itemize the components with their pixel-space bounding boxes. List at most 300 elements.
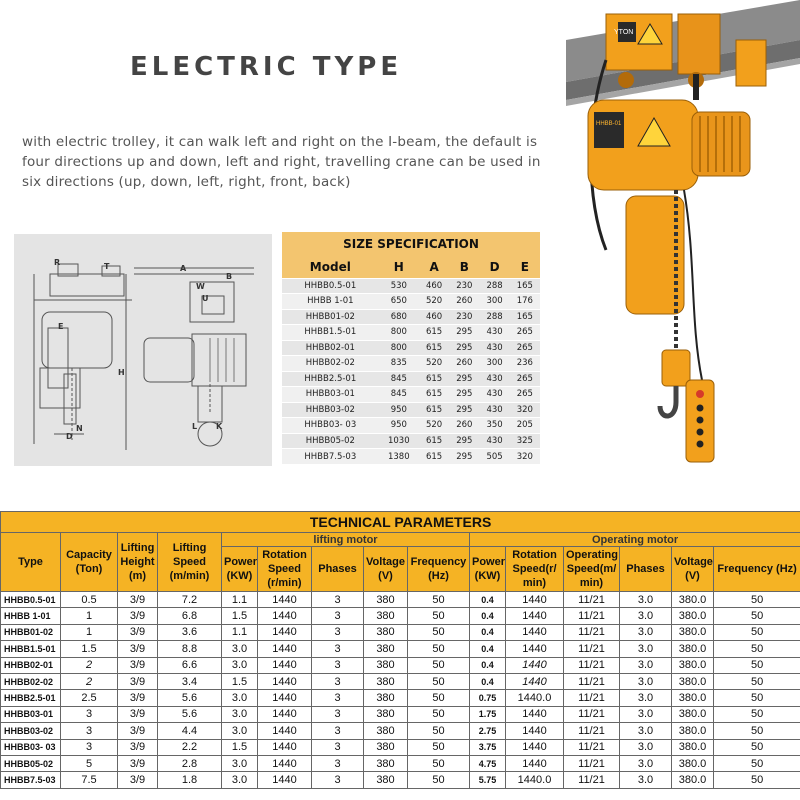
tech-value-cell: 1 [61, 624, 118, 640]
size-value-cell: 615 [419, 433, 449, 449]
size-model-cell: HHBB2.5-01 [282, 371, 379, 387]
tech-type-cell: HHBB 1-01 [1, 608, 61, 624]
size-value-cell: 430 [479, 340, 509, 356]
tech-type-cell: HHBB03-01 [1, 706, 61, 722]
col-operating-phases: Phases [620, 547, 672, 592]
tech-value-cell: 50 [714, 772, 800, 788]
col-lifting-height: Lifting Height (m) [118, 533, 158, 592]
size-table-row [282, 309, 540, 325]
tech-value-cell: 50 [714, 723, 800, 739]
tech-value-cell: 50 [408, 624, 470, 640]
tech-value-cell: 2.2 [158, 739, 222, 755]
label-R: R [54, 258, 61, 267]
tech-value-cell: 1.1 [222, 624, 258, 640]
tech-value-cell: 5.75 [470, 772, 506, 788]
tech-value-cell: 0.4 [470, 673, 506, 689]
tech-value-cell: 1440 [258, 592, 312, 608]
tech-value-cell: 3/9 [118, 608, 158, 624]
tech-value-cell: 380 [364, 624, 408, 640]
size-value-cell: 295 [449, 340, 479, 356]
tech-type-cell: HHBB1.5-01 [1, 641, 61, 657]
tech-value-cell: 0.4 [470, 592, 506, 608]
size-value-cell: 430 [479, 371, 509, 387]
tech-value-cell: 3 [61, 739, 118, 755]
tech-value-cell: 1 [61, 608, 118, 624]
size-value-cell: 320 [510, 402, 540, 418]
tech-value-cell: 50 [408, 690, 470, 706]
size-value-cell: 295 [449, 387, 479, 403]
tech-value-cell: 1440 [506, 641, 564, 657]
tech-value-cell: 1440 [258, 755, 312, 771]
size-value-cell: 350 [479, 418, 509, 434]
tech-value-cell: 5.6 [158, 706, 222, 722]
tech-value-cell: 11/21 [564, 673, 620, 689]
tech-value-cell: 3.0 [620, 690, 672, 706]
tech-value-cell: 50 [714, 608, 800, 624]
size-value-cell: 265 [510, 340, 540, 356]
label-K: K [216, 422, 223, 431]
tech-value-cell: 3.0 [620, 624, 672, 640]
size-table-row [282, 433, 540, 449]
tech-value-cell: 50 [714, 624, 800, 640]
tech-value-cell: 3/9 [118, 755, 158, 771]
tech-value-cell: 7.5 [61, 772, 118, 788]
size-value-cell: 205 [510, 418, 540, 434]
size-value-cell: 845 [379, 371, 419, 387]
size-value-cell: 430 [479, 387, 509, 403]
size-col-header: D [479, 256, 509, 278]
size-value-cell: 230 [449, 278, 479, 294]
col-lifting-phases: Phases [312, 547, 364, 592]
tech-value-cell: 3 [312, 624, 364, 640]
size-model-cell: HHBB02-01 [282, 340, 379, 356]
tech-value-cell: 380 [364, 723, 408, 739]
tech-value-cell: 2.5 [61, 690, 118, 706]
size-spec-caption: SIZE SPECIFICATION [282, 232, 540, 256]
tech-value-cell: 3.0 [620, 739, 672, 755]
label-N: N [76, 424, 83, 433]
tech-params-table [0, 511, 800, 789]
tech-value-cell: 3 [61, 706, 118, 722]
size-value-cell: 265 [510, 325, 540, 341]
size-spec-table [282, 232, 540, 464]
tech-value-cell: 11/21 [564, 755, 620, 771]
tech-value-cell: 1440 [506, 592, 564, 608]
tech-value-cell: 380 [364, 673, 408, 689]
size-table-row [282, 356, 540, 372]
tech-value-cell: 1.75 [470, 706, 506, 722]
tech-value-cell: 1.8 [158, 772, 222, 788]
tech-value-cell: 3.0 [620, 772, 672, 788]
size-value-cell: 520 [419, 356, 449, 372]
tech-value-cell: 11/21 [564, 772, 620, 788]
plate-text: HHBB-01 [596, 121, 622, 127]
size-table-row [282, 418, 540, 434]
tech-value-cell: 380 [364, 739, 408, 755]
tech-type-cell: HHBB7.5-03 [1, 772, 61, 788]
size-table-row [282, 371, 540, 387]
label-L: L [192, 422, 198, 431]
col-lifting-voltage: Voltage (V) [364, 547, 408, 592]
tech-value-cell: 3/9 [118, 624, 158, 640]
tech-value-cell: 50 [714, 690, 800, 706]
tech-value-cell: 2.75 [470, 723, 506, 739]
size-value-cell: 1380 [379, 449, 419, 465]
size-value-cell: 295 [449, 402, 479, 418]
tech-table-row [1, 624, 800, 640]
size-value-cell: 1030 [379, 433, 419, 449]
tech-value-cell: 1440.0 [506, 772, 564, 788]
size-table-row [282, 402, 540, 418]
tech-value-cell: 1440 [258, 690, 312, 706]
label-A: A [180, 264, 187, 273]
tech-value-cell: 3.0 [222, 723, 258, 739]
size-model-cell: HHBB03- 03 [282, 418, 379, 434]
tech-value-cell: 1440 [506, 755, 564, 771]
size-model-cell: HHBB01-02 [282, 309, 379, 325]
tech-value-cell: 50 [408, 723, 470, 739]
tech-value-cell: 50 [714, 657, 800, 673]
tech-value-cell: 50 [408, 673, 470, 689]
tech-value-cell: 3.0 [222, 690, 258, 706]
size-value-cell: 260 [449, 356, 479, 372]
size-value-cell: 295 [449, 449, 479, 465]
tech-value-cell: 3/9 [118, 739, 158, 755]
tech-table-row [1, 592, 800, 608]
tech-value-cell: 50 [408, 641, 470, 657]
size-table-row [282, 278, 540, 294]
tech-value-cell: 3 [312, 755, 364, 771]
technical-drawing [14, 234, 272, 466]
tech-value-cell: 3.0 [620, 723, 672, 739]
col-lifting-speed: Lifting Speed (m/min) [158, 533, 222, 592]
tech-value-cell: 3 [61, 723, 118, 739]
tech-table-row [1, 608, 800, 624]
size-col-header: B [449, 256, 479, 278]
size-value-cell: 165 [510, 278, 540, 294]
tech-table-row [1, 706, 800, 722]
tech-value-cell: 380.0 [672, 690, 714, 706]
tech-value-cell: 380.0 [672, 723, 714, 739]
tech-value-cell: 3 [312, 706, 364, 722]
size-table-row [282, 387, 540, 403]
size-col-header: Model [282, 256, 379, 278]
tech-value-cell: 3.0 [620, 755, 672, 771]
tech-value-cell: 3 [312, 723, 364, 739]
size-value-cell: 800 [379, 325, 419, 341]
tech-value-cell: 3/9 [118, 772, 158, 788]
tech-value-cell: 0.75 [470, 690, 506, 706]
size-value-cell: 325 [510, 433, 540, 449]
tech-value-cell: 4.75 [470, 755, 506, 771]
size-table-row [282, 294, 540, 310]
tech-value-cell: 1.5 [222, 673, 258, 689]
size-value-cell: 505 [479, 449, 509, 465]
tech-value-cell: 11/21 [564, 624, 620, 640]
tech-value-cell: 3.4 [158, 673, 222, 689]
label-W: W [196, 282, 205, 291]
tech-value-cell: 380 [364, 706, 408, 722]
tech-value-cell: 1440 [506, 624, 564, 640]
col-operating-speed: Operating Speed(m/ min) [564, 547, 620, 592]
label-D: D [66, 432, 73, 441]
tech-value-cell: 3/9 [118, 723, 158, 739]
size-value-cell: 530 [379, 278, 419, 294]
size-value-cell: 680 [379, 309, 419, 325]
size-value-cell: 615 [419, 340, 449, 356]
tech-value-cell: 1.5 [222, 739, 258, 755]
tech-value-cell: 380.0 [672, 673, 714, 689]
tech-value-cell: 1.5 [61, 641, 118, 657]
tech-value-cell: 380.0 [672, 706, 714, 722]
tech-value-cell: 380 [364, 755, 408, 771]
size-value-cell: 615 [419, 387, 449, 403]
tech-value-cell: 11/21 [564, 706, 620, 722]
tech-type-cell: HHBB0.5-01 [1, 592, 61, 608]
tech-value-cell: 1440 [258, 641, 312, 657]
tech-table-row [1, 690, 800, 706]
tech-value-cell: 50 [714, 755, 800, 771]
tech-table-row [1, 772, 800, 788]
tech-value-cell: 50 [408, 657, 470, 673]
label-U: U [202, 294, 209, 303]
tech-value-cell: 0.5 [61, 592, 118, 608]
tech-value-cell: 1.5 [222, 608, 258, 624]
size-value-cell: 288 [479, 309, 509, 325]
tech-value-cell: 11/21 [564, 641, 620, 657]
tech-value-cell: 11/21 [564, 690, 620, 706]
tech-value-cell: 3.0 [620, 673, 672, 689]
size-table-row [282, 449, 540, 465]
tech-value-cell: 11/21 [564, 657, 620, 673]
col-lifting-frequency: Frequency (Hz) [408, 547, 470, 592]
tech-value-cell: 3/9 [118, 706, 158, 722]
tech-value-cell: 50 [714, 706, 800, 722]
tech-params-caption: TECHNICAL PARAMETERS [1, 512, 800, 533]
tech-value-cell: 11/21 [564, 608, 620, 624]
tech-value-cell: 50 [408, 592, 470, 608]
tech-value-cell: 50 [408, 739, 470, 755]
group-lifting-motor: lifting motor [222, 533, 470, 547]
size-col-header: E [510, 256, 540, 278]
size-value-cell: 295 [449, 325, 479, 341]
col-lifting-power: Power (KW) [222, 547, 258, 592]
col-operating-voltage: Voltage (V) [672, 547, 714, 592]
tech-value-cell: 50 [408, 608, 470, 624]
size-value-cell: 615 [419, 325, 449, 341]
size-value-cell: 950 [379, 418, 419, 434]
tech-value-cell: 3/9 [118, 673, 158, 689]
tech-value-cell: 50 [408, 706, 470, 722]
tech-value-cell: 3 [312, 592, 364, 608]
tech-value-cell: 50 [408, 755, 470, 771]
tech-value-cell: 3.0 [222, 755, 258, 771]
size-value-cell: 520 [419, 418, 449, 434]
tech-value-cell: 1440 [258, 739, 312, 755]
tech-value-cell: 1440 [258, 608, 312, 624]
tech-value-cell: 5.6 [158, 690, 222, 706]
size-value-cell: 800 [379, 340, 419, 356]
tech-value-cell: 3.0 [620, 657, 672, 673]
size-value-cell: 430 [479, 325, 509, 341]
page-title: ELECTRIC TYPE [130, 52, 403, 82]
tech-type-cell: HHBB02-01 [1, 657, 61, 673]
tech-value-cell: 380.0 [672, 608, 714, 624]
size-value-cell: 520 [419, 294, 449, 310]
col-type: Type [1, 533, 61, 592]
size-model-cell: HHBB7.5-03 [282, 449, 379, 465]
size-value-cell: 176 [510, 294, 540, 310]
tech-value-cell: 50 [714, 673, 800, 689]
tech-value-cell: 3/9 [118, 657, 158, 673]
tech-value-cell: 3 [312, 657, 364, 673]
tech-value-cell: 3.75 [470, 739, 506, 755]
tech-value-cell: 50 [408, 772, 470, 788]
size-table-row [282, 325, 540, 341]
col-operating-power: Power (KW) [470, 547, 506, 592]
size-value-cell: 650 [379, 294, 419, 310]
tech-value-cell: 3.0 [222, 706, 258, 722]
tech-value-cell: 380 [364, 657, 408, 673]
tech-value-cell: 0.4 [470, 624, 506, 640]
tech-value-cell: 3.0 [620, 608, 672, 624]
tech-type-cell: HHBB05-02 [1, 755, 61, 771]
description-text: with electric trolley, it can walk left and right on the I-beam, the default is four directions up and down, left and right, travelling crane can be used in six directions (up, down, left, right, front, back) [22, 134, 541, 190]
tech-table-row [1, 755, 800, 771]
tech-table-row [1, 723, 800, 739]
tech-value-cell: 1440 [258, 772, 312, 788]
size-model-cell: HHBB05-02 [282, 433, 379, 449]
tech-value-cell: 0.4 [470, 641, 506, 657]
size-value-cell: 165 [510, 309, 540, 325]
tech-value-cell: 380.0 [672, 739, 714, 755]
tech-value-cell: 380 [364, 772, 408, 788]
tech-value-cell: 1440 [258, 624, 312, 640]
tech-value-cell: 4.4 [158, 723, 222, 739]
size-value-cell: 460 [419, 309, 449, 325]
tech-value-cell: 1440 [506, 657, 564, 673]
col-lifting-rotation: Rotation Speed (r/min) [258, 547, 312, 592]
tech-value-cell: 3.6 [158, 624, 222, 640]
tech-value-cell: 380.0 [672, 772, 714, 788]
tech-value-cell: 11/21 [564, 723, 620, 739]
size-model-cell: HHBB1.5-01 [282, 325, 379, 341]
size-col-header: H [379, 256, 419, 278]
tech-value-cell: 3.0 [222, 657, 258, 673]
size-value-cell: 300 [479, 356, 509, 372]
size-value-cell: 230 [449, 309, 479, 325]
tech-value-cell: 380.0 [672, 624, 714, 640]
col-operating-rotation: Rotation Speed(r/ min) [506, 547, 564, 592]
tech-value-cell: 6.6 [158, 657, 222, 673]
tech-value-cell: 3.0 [222, 772, 258, 788]
tech-value-cell: 3 [312, 608, 364, 624]
tech-value-cell: 1440 [258, 706, 312, 722]
tech-table-row [1, 673, 800, 689]
size-specification [282, 232, 540, 464]
tech-value-cell: 2 [61, 673, 118, 689]
tech-value-cell: 1440 [258, 657, 312, 673]
size-model-cell: HHBB 1-01 [282, 294, 379, 310]
tech-value-cell: 3.0 [620, 706, 672, 722]
tech-value-cell: 11/21 [564, 739, 620, 755]
tech-value-cell: 2.8 [158, 755, 222, 771]
tech-table-row [1, 739, 800, 755]
tech-table-row [1, 641, 800, 657]
size-table-row [282, 340, 540, 356]
size-value-cell: 288 [479, 278, 509, 294]
tech-value-cell: 1440 [506, 723, 564, 739]
size-value-cell: 835 [379, 356, 419, 372]
tech-value-cell: 1440 [506, 673, 564, 689]
size-value-cell: 320 [510, 449, 540, 465]
tech-value-cell: 3 [312, 641, 364, 657]
tech-value-cell: 11/21 [564, 592, 620, 608]
col-operating-frequency: Frequency (Hz) [714, 547, 800, 592]
tech-value-cell: 50 [714, 641, 800, 657]
size-value-cell: 430 [479, 433, 509, 449]
size-value-cell: 300 [479, 294, 509, 310]
size-value-cell: 260 [449, 294, 479, 310]
col-capacity: Capacity (Ton) [61, 533, 118, 592]
technical-parameters [0, 511, 800, 789]
tech-type-cell: HHBB2.5-01 [1, 690, 61, 706]
tech-value-cell: 3 [312, 673, 364, 689]
tech-value-cell: 380.0 [672, 592, 714, 608]
tech-value-cell: 1440.0 [506, 690, 564, 706]
tech-value-cell: 3/9 [118, 690, 158, 706]
tech-value-cell: 380.0 [672, 657, 714, 673]
size-value-cell: 260 [449, 418, 479, 434]
size-value-cell: 615 [419, 371, 449, 387]
size-value-cell: 845 [379, 387, 419, 403]
tech-value-cell: 1.1 [222, 592, 258, 608]
size-value-cell: 430 [479, 402, 509, 418]
size-value-cell: 265 [510, 371, 540, 387]
tech-value-cell: 1440 [506, 739, 564, 755]
tech-type-cell: HHBB03-02 [1, 723, 61, 739]
tech-value-cell: 380 [364, 641, 408, 657]
tech-value-cell: 0.4 [470, 657, 506, 673]
tech-value-cell: 2 [61, 657, 118, 673]
tech-value-cell: 1440 [258, 723, 312, 739]
tech-value-cell: 380 [364, 608, 408, 624]
tech-table-row [1, 657, 800, 673]
tech-value-cell: 50 [714, 739, 800, 755]
tech-value-cell: 3.0 [620, 592, 672, 608]
group-operating-motor: Operating motor [470, 533, 800, 547]
tech-value-cell: 50 [714, 592, 800, 608]
size-col-header: A [419, 256, 449, 278]
size-value-cell: 950 [379, 402, 419, 418]
label-H: H [118, 368, 125, 377]
tech-value-cell: 3.0 [222, 641, 258, 657]
brand-label: YTON [614, 29, 634, 36]
tech-type-cell: HHBB01-02 [1, 624, 61, 640]
label-T: T [104, 262, 110, 271]
tech-value-cell: 380 [364, 690, 408, 706]
tech-value-cell: 3 [312, 690, 364, 706]
tech-value-cell: 3/9 [118, 592, 158, 608]
tech-value-cell: 5 [61, 755, 118, 771]
label-B: B [226, 272, 233, 281]
size-model-cell: HHBB0.5-01 [282, 278, 379, 294]
size-model-cell: HHBB03-02 [282, 402, 379, 418]
tech-value-cell: 3 [312, 739, 364, 755]
size-value-cell: 265 [510, 387, 540, 403]
tech-value-cell: 0.4 [470, 608, 506, 624]
tech-value-cell: 3.0 [620, 641, 672, 657]
